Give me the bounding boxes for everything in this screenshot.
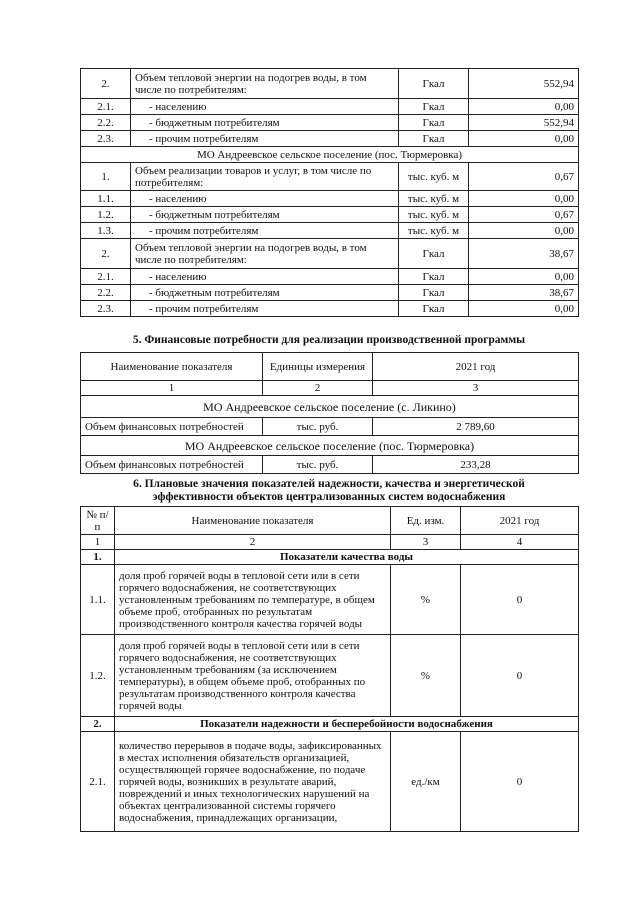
finance-table: [80, 352, 579, 474]
section-row: МО Андреевское сельское поселение (пос. Тюрмеровка): [81, 436, 579, 456]
table-row: Объем финансовых потребностей тыс. руб. 2 789,60: [81, 418, 579, 436]
section6-heading-line2: эффективности объектов централизованных систем водоснабжения: [152, 491, 506, 503]
section6-heading: [80, 478, 578, 504]
table-row: 1.1. доля проб горячей воды в тепловой сети или в сети горячего водоснабжения, не соответствующих установленным требованиям по температуре, в общем объеме проб, отобранных по результатам производственного контроля качества горячей воды % 0: [81, 565, 579, 635]
table-row: 1.2. доля проб горячей воды в тепловой сети или в сети горячего водоснабжения, не соответствующих установленным требованиям (за исключением температуры), в общем объеме проб, отобранных по результатам производственного контроля качества горячей воды % 0: [81, 635, 579, 717]
section5-heading: 5. Финансовые потребности для реализации производственной программы: [132, 334, 526, 346]
table-row: 2. Объем тепловой энергии на подогрев воды, в том числе по потребителям: Гкал 552,94: [81, 69, 579, 99]
table-row: 2.2. - бюджетным потребителям Гкал 38,67: [81, 285, 579, 301]
section-row: МО Андреевское сельское поселение (пос. Тюрмеровка): [81, 147, 579, 163]
table-row: 2.3. - прочим потребителям Гкал 0,00: [81, 301, 579, 317]
table-row: 2.2. - бюджетным потребителям Гкал 552,94: [81, 115, 579, 131]
table-row: 1.2. - бюджетным потребителям тыс. куб. м 0,67: [81, 207, 579, 223]
table-row: 2.1. - населению Гкал 0,00: [81, 269, 579, 285]
table-row: 1.1. - населению тыс. куб. м 0,00: [81, 191, 579, 207]
section6-heading-line1: 6. Плановые значения показателей надежности, качества и энергетической: [133, 478, 525, 490]
indicators-table: [80, 506, 579, 832]
table-row: 2.1. - населению Гкал 0,00: [81, 99, 579, 115]
table-header: Наименование показателя Единицы измерения 2021 год: [81, 353, 579, 381]
table-header: № п/п Наименование показателя Ед. изм. 2021 год: [81, 507, 579, 535]
table-row: 1.3. - прочим потребителям тыс. куб. м 0,00: [81, 223, 579, 239]
production-table: [80, 68, 579, 317]
table-row: 1. Объем реализации товаров и услуг, в том числе по потребителям: тыс. куб. м 0,67: [81, 163, 579, 191]
column-numbers: 1 2 3: [81, 381, 579, 396]
table-row: 2.3. - прочим потребителям Гкал 0,00: [81, 131, 579, 147]
group-row: 1. Показатели качества воды: [81, 550, 579, 565]
table-row: Объем финансовых потребностей тыс. руб. 233,28: [81, 456, 579, 474]
column-numbers: 1 2 3 4: [81, 535, 579, 550]
table-row: 2.1. количество перерывов в подаче воды, зафиксированных в местах исполнения обязательств организацией, осуществляющей горячее водоснабжение, по подаче горячей воды, возникших в результате аварий, повреждений и иных технологических нарушений на объектах централизованной системы горячего водоснабжения, принадлежащих организации, ед./км 0: [81, 732, 579, 832]
table-row: 2. Объем тепловой энергии на подогрев воды, в том числе по потребителям: Гкал 38,67: [81, 239, 579, 269]
group-row: 2. Показатели надежности и бесперебойности водоснабжения: [81, 717, 579, 732]
section-row: МО Андреевское сельское поселение (с. Ликино): [81, 396, 579, 418]
